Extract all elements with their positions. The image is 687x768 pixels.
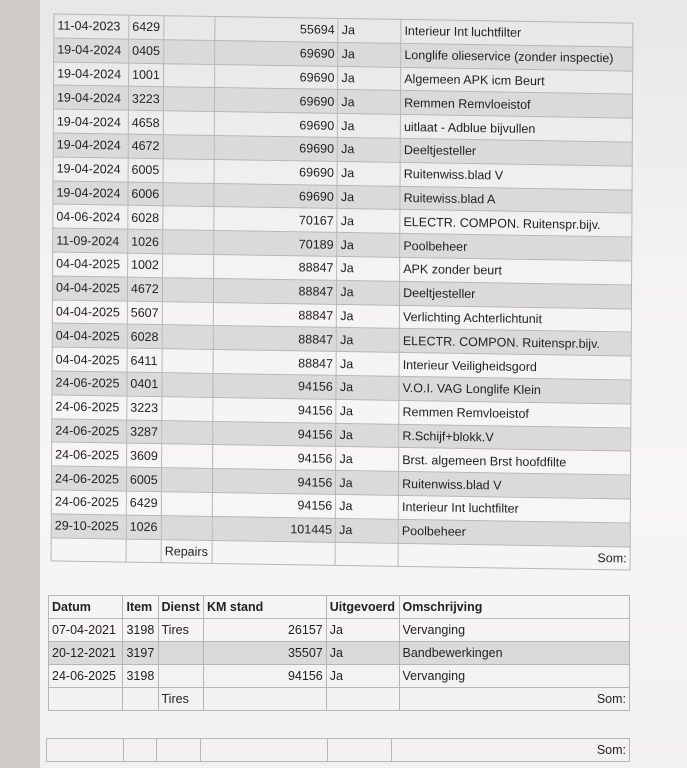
cell-km-stand: 69690 [214,159,338,185]
cell-uitgevoerd: Ja [337,304,400,329]
cell-km-stand: 94156 [212,492,336,518]
footer-cell [123,688,158,711]
cell-omschrijving: Interieur Veiligheidsgord [399,353,631,380]
cell-datum: 19-04-2024 [53,181,128,206]
cell-item: 6028 [127,324,162,348]
cell-item: 3609 [126,443,161,467]
repairs-footer-som: Som: [398,543,630,570]
header-item: Item [123,596,158,619]
tires-footer-row [49,688,630,711]
cell-datum: 04-04-2025 [53,252,128,277]
cell-datum: 24-06-2025 [51,466,126,491]
tires-header-row [49,596,630,619]
table-row [49,642,630,665]
cell-dienst [164,63,215,88]
footer-cell [157,739,201,762]
tires-footer-som: Som: [399,688,630,711]
cell-datum: 29-10-2025 [51,514,126,539]
cell-km-stand: 69690 [215,40,339,66]
cell-dienst [162,373,213,398]
tires-table [48,595,630,711]
cell-km-stand: 88847 [213,302,337,328]
cell-omschrijving: Deeltjesteller [400,138,632,165]
cell-uitgevoerd: Ja [337,233,400,258]
cell-omschrijving: Deeltjesteller [400,281,632,308]
cell-datum: 19-04-2024 [54,38,129,63]
footer-cell [200,739,327,762]
cell-datum: 07-04-2021 [49,619,123,642]
cell-km-stand: 26157 [203,619,326,642]
cell-datum: 24-06-2025 [52,395,127,420]
cell-omschrijving: Longlife olieservice (zonder inspectie) [401,43,633,70]
cell-datum: 24-06-2025 [52,418,127,443]
cell-item: 6411 [127,348,162,372]
cell-dienst [163,135,214,160]
repairs-footer-dienst: Repairs [161,539,212,564]
cell-uitgevoerd: Ja [326,642,399,665]
cell-omschrijving: Poolbeheer [400,234,632,261]
cell-item: 3223 [127,396,162,420]
cell-uitgevoerd: Ja [337,328,400,353]
cell-dienst: Tires [158,619,203,642]
cell-omschrijving: APK zonder beurt [400,257,632,284]
cell-omschrijving: V.O.I. VAG Longlife Klein [399,376,631,403]
cell-datum: 24-06-2025 [52,442,127,467]
cell-km-stand: 88847 [213,326,337,352]
footer-cell [327,739,391,762]
cell-dienst [163,111,214,136]
cell-omschrijving: Remmen Remvloeistof [399,400,631,427]
cell-dienst [163,182,214,207]
cell-km-stand: 69690 [214,88,338,114]
footer-cell [49,688,123,711]
cell-dienst [158,665,203,688]
cell-datum: 19-04-2024 [54,62,129,87]
cell-datum: 19-04-2024 [53,85,128,110]
cell-omschrijving: Interieur Int luchtfilter [398,495,630,522]
cell-datum: 04-06-2024 [53,204,128,229]
cell-omschrijving: Poolbeheer [398,519,630,546]
cell-dienst [162,396,213,421]
cell-omschrijving: Vervanging [399,665,630,688]
cell-dienst [158,642,203,665]
cell-dienst [163,230,214,255]
cell-uitgevoerd: Ja [336,471,399,496]
cell-item: 6028 [128,206,163,230]
empty-footer-row [47,739,630,762]
cell-km-stand: 70189 [214,231,338,257]
cell-dienst [162,468,213,493]
cell-dienst [162,349,213,374]
cell-uitgevoerd: Ja [337,256,400,281]
footer-cell [212,540,336,566]
cell-item: 6429 [129,15,164,39]
cell-datum: 24-06-2025 [52,371,127,396]
cell-datum: 19-04-2024 [53,157,128,182]
cell-item: 1001 [128,63,163,87]
cell-km-stand: 94156 [212,469,336,495]
cell-km-stand: 69690 [214,135,338,161]
cell-dienst [164,87,215,112]
cell-omschrijving: Ruitewiss.blad A [400,186,632,213]
cell-omschrijving: Remmen Remvloeistof [401,91,633,118]
cell-uitgevoerd: Ja [338,18,401,43]
cell-omschrijving: ELECTR. COMPON. Ruitenspr.bijv. [400,210,632,237]
cell-item: 3197 [123,642,158,665]
cell-item: 3287 [127,420,162,444]
cell-item: 1002 [127,253,162,277]
footer-cell [326,688,399,711]
cell-dienst [163,158,214,183]
cell-omschrijving: Vervanging [399,619,630,642]
cell-datum: 04-04-2025 [52,276,127,301]
cell-datum: 20-12-2021 [49,642,123,665]
cell-uitgevoerd: Ja [336,375,399,400]
cell-datum: 24-06-2025 [49,665,123,688]
cell-item: 6005 [126,467,161,491]
header-omschrijving: Omschrijving [399,596,630,619]
cell-item: 1026 [128,229,163,253]
cell-item: 5607 [127,301,162,325]
table-row [49,665,630,688]
cell-km-stand: 69690 [214,183,338,209]
footer-cell [123,739,156,762]
cell-item: 0401 [127,372,162,396]
cell-omschrijving: Ruitenwiss.blad V [400,162,632,189]
header-km-stand: KM stand [203,596,326,619]
cell-uitgevoerd: Ja [337,161,400,186]
cell-omschrijving: Interieur Int luchtfilter [401,19,633,46]
cell-uitgevoerd: Ja [336,447,399,472]
cell-uitgevoerd: Ja [336,399,399,424]
cell-km-stand: 69690 [214,64,338,90]
cell-km-stand: 94156 [213,373,337,399]
cell-dienst [162,301,213,326]
cell-dienst [162,444,213,469]
cell-km-stand: 88847 [213,350,337,376]
empty-table [46,738,630,762]
cell-item: 4672 [127,277,162,301]
cell-km-stand: 69690 [214,112,338,138]
cell-item: 0405 [129,39,164,63]
cell-item: 6006 [128,182,163,206]
cell-uitgevoerd: Ja [336,518,399,543]
cell-km-stand: 101445 [212,516,336,542]
cell-dienst [164,39,215,64]
cell-km-stand: 94156 [213,397,337,423]
cell-uitgevoerd: Ja [336,423,399,448]
cell-uitgevoerd: Ja [336,494,399,519]
cell-omschrijving: R.Schijf+blokk.V [399,424,631,451]
cell-km-stand: 94156 [203,665,326,688]
header-dienst: Dienst [158,596,203,619]
cell-item: 3198 [123,665,158,688]
cell-uitgevoerd: Ja [337,185,400,210]
footer-cell [47,739,124,762]
footer-cell [126,539,161,563]
cell-datum: 11-09-2024 [53,228,128,253]
tires-table-body [49,619,630,688]
cell-item: 4672 [128,134,163,158]
tires-footer-dienst: Tires [158,688,203,711]
cell-dienst [163,277,214,302]
cell-dienst [163,206,214,231]
cell-dienst [164,16,215,41]
cell-uitgevoerd: Ja [338,90,401,115]
cell-uitgevoerd: Ja [338,114,401,139]
repairs-table [51,13,634,570]
cell-item: 1026 [126,515,161,539]
cell-datum: 24-06-2025 [51,490,126,515]
cell-uitgevoerd: Ja [336,352,399,377]
cell-datum: 04-04-2025 [52,347,127,372]
cell-datum: 11-04-2023 [54,14,129,39]
cell-uitgevoerd: Ja [326,665,399,688]
empty-footer-som: Som: [391,739,629,762]
cell-km-stand: 94156 [212,445,336,471]
cell-datum: 04-04-2025 [52,300,127,325]
footer-cell [51,537,126,562]
repairs-table-body [51,14,633,547]
cell-uitgevoerd: Ja [338,66,401,91]
cell-item: 3223 [128,87,163,111]
cell-datum: 19-04-2024 [53,133,128,158]
table-row [49,619,630,642]
cell-item: 4658 [128,110,163,134]
header-datum: Datum [49,596,123,619]
header-uitgevoerd: Uitgevoerd [326,596,399,619]
cell-uitgevoerd: Ja [337,280,400,305]
cell-datum: 04-04-2025 [52,323,127,348]
cell-dienst [162,420,213,445]
cell-datum: 19-04-2024 [53,109,128,134]
cell-dienst [163,254,214,279]
cell-uitgevoerd: Ja [338,137,401,162]
cell-km-stand: 70167 [214,207,338,233]
cell-item: 3198 [123,619,158,642]
cell-item: 6005 [128,158,163,182]
cell-km-stand: 88847 [213,278,337,304]
footer-cell [335,542,398,567]
cell-omschrijving: uitlaat - Adblue bijvullen [400,115,632,142]
cell-item: 6429 [126,491,161,515]
cell-dienst [161,492,212,517]
footer-cell [203,688,326,711]
cell-omschrijving: Verlichting Achterlichtunit [399,305,631,332]
cell-km-stand: 55694 [215,16,339,42]
cell-km-stand: 94156 [213,421,337,447]
cell-km-stand: 35507 [203,642,326,665]
cell-omschrijving: Algemeen APK icm Beurt [401,67,633,94]
cell-km-stand: 88847 [213,254,337,280]
cell-omschrijving: Ruitenwiss.blad V [399,472,631,499]
cell-omschrijving: Bandbewerkingen [399,642,630,665]
cell-uitgevoerd: Ja [326,619,399,642]
cell-omschrijving: Brst. algemeen Brst hoofdfilte [399,448,631,475]
cell-omschrijving: ELECTR. COMPON. Ruitenspr.bijv. [399,329,631,356]
cell-dienst [162,325,213,350]
cell-uitgevoerd: Ja [338,42,401,67]
cell-dienst [161,515,212,540]
cell-uitgevoerd: Ja [337,209,400,234]
